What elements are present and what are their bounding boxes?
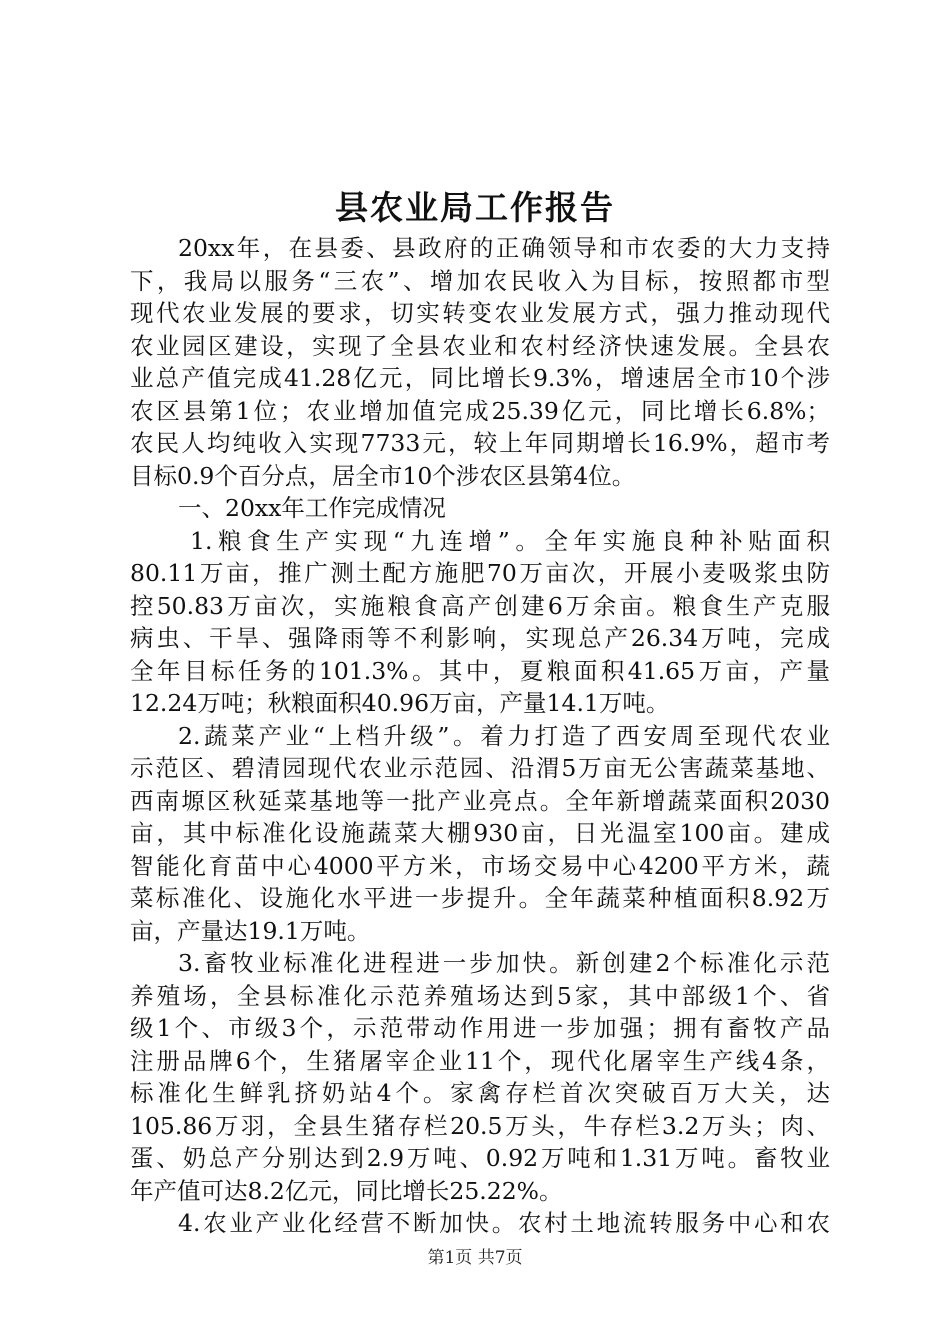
body-line: 全年目标任务的101.3%。其中，夏粮面积41.65万亩，产量: [130, 656, 830, 685]
body-line: 养殖场，全县标准化示范养殖场达到5家，其中部级1个、省: [130, 981, 830, 1010]
body-line: 蛋、奶总产分别达到2.9万吨、0.92万吨和1.31万吨。畜牧业: [130, 1144, 830, 1172]
document-title: 县农业局工作报告: [335, 188, 615, 227]
body-line: 注册品牌6个，生猪屠宰企业11个，现代化屠宰生产线4条，: [130, 1046, 830, 1075]
body-line: 级1个、市级3个，示范带动作用进一步加强；拥有畜牧产品: [130, 1014, 830, 1042]
page-number: 第1页 共7页: [427, 1248, 523, 1268]
body-line: 农区县第1位；农业增加值完成25.39亿元，同比增长6.8%；: [130, 396, 830, 425]
body-line: 20xx年，在县委、县政府的正确领导和市农委的大力支持: [178, 234, 830, 262]
body-line: 农业园区建设，实现了全县农业和农村经济快速发展。全县农: [130, 331, 830, 360]
body-line: 业总产值完成41.28亿元，同比增长9.3%，增速居全市10个涉: [130, 364, 830, 392]
body-line: 示范区、碧清园现代农业示范园、沿渭5万亩无公害蔬菜基地、: [130, 754, 830, 782]
body-line: 标准化生鲜乳挤奶站4个。家禽存栏首次突破百万大关，达: [130, 1079, 830, 1107]
body-line: 西南塬区秋延菜基地等一批产业亮点。全年新增蔬菜面积2030: [130, 786, 830, 815]
body-line: 下，我局以服务“三农”、增加农民收入为目标，按照都市型: [130, 266, 830, 295]
body-line: 3.畜牧业标准化进程进一步加快。新创建2个标准化示范: [178, 949, 830, 977]
body-line: 1.粮食生产实现“九连增”。全年实施良种补贴面积: [190, 526, 830, 555]
body-line: 病虫、干旱、强降雨等不利影响，实现总产26.34万吨，完成: [130, 624, 830, 652]
body-line: 105.86万羽，全县生猪存栏20.5万头，牛存栏3.2万头；肉、: [130, 1111, 830, 1140]
body-line: 年产值可达8.2亿元，同比增长25.22%。: [130, 1176, 563, 1205]
body-line: 智能化育苗中心4000平方米，市场交易中心4200平方米，蔬: [130, 851, 830, 880]
body-line: 4.农业产业化经营不断加快。农村土地流转服务中心和农: [178, 1209, 830, 1237]
body-line: 12.24万吨；秋粮面积40.96万亩，产量14.1万吨。: [130, 689, 670, 717]
body-line: 目标0.9个百分点，居全市10个涉农区县第4位。: [130, 461, 636, 490]
body-line: 菜标准化、设施化水平进一步提升。全年蔬菜种植面积8.92万: [130, 884, 830, 912]
body-line: 80.11万亩，推广测土配方施肥70万亩次，开展小麦吸浆虫防: [130, 559, 830, 587]
body-line: 现代农业发展的要求，切实转变农业发展方式，强力推动现代: [130, 299, 830, 327]
document-body: [130, 232, 830, 1240]
body-line: 控50.83万亩次，实施粮食高产创建6万余亩。粮食生产克服: [130, 591, 830, 620]
body-line: 农民人均纯收入实现7733元，较上年同期增长16.9%，超市考: [130, 429, 830, 457]
body-line: 亩，其中标准化设施蔬菜大棚930亩，日光温室100亩。建成: [130, 819, 830, 847]
body-line: 亩，产量达19.1万吨。: [130, 916, 371, 945]
section-heading: 一、20xx年工作完成情况: [178, 494, 446, 522]
body-line: 2.蔬菜产业“上档升级”。着力打造了西安周至现代农业: [178, 721, 830, 750]
